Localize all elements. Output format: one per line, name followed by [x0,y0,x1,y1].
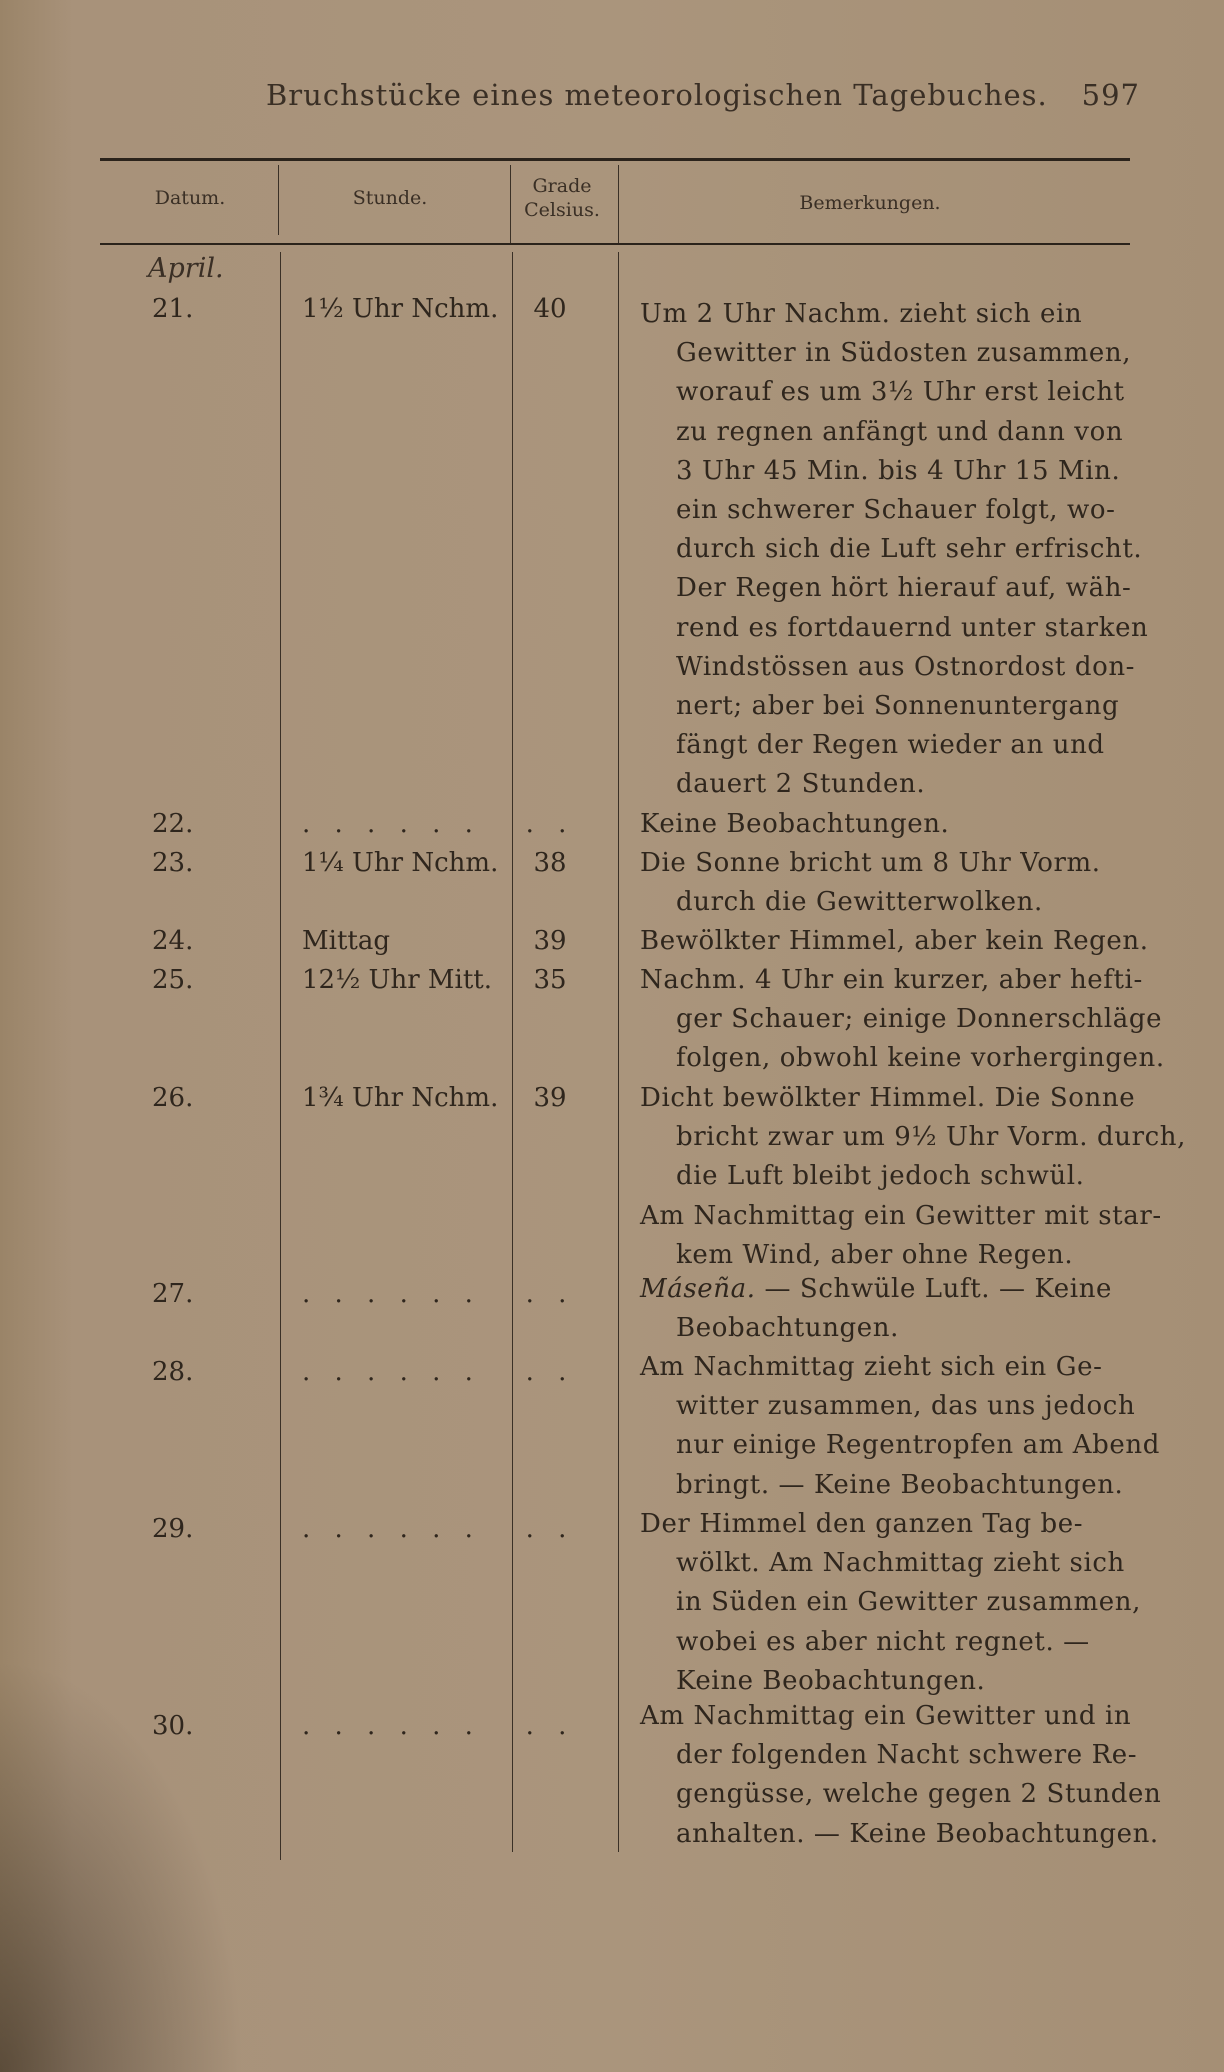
row-remarks [640,1079,1187,1275]
remark-line: Die Sonne bricht um 8 Uhr Vorm. [640,848,1101,878]
remark-line: dauert 2 Stunden. [676,769,926,800]
row-hour: . . . . . . [302,809,481,839]
row-grade: . . [525,1279,575,1309]
remark-line: durch die Gewitterwolken. [676,887,1043,918]
row-date: 29. [152,1514,194,1544]
row-date: 21. [152,294,194,324]
row-grade: . . [525,1357,575,1387]
running-head [100,78,1140,118]
row-remarks [640,805,1140,844]
row-hour: 1¾ Uhr Nchm. [302,1083,499,1113]
remark-line: die Luft bleibt jedoch schwül. [676,1161,1085,1192]
row-date: 30. [152,1711,194,1741]
remark-line: gengüsse, welche gegen 2 Stunden [676,1779,1162,1810]
row-remarks [640,1270,1140,1348]
remark-line: zu regnen anfängt und dann von [676,416,1124,447]
remark-line: Um 2 Uhr Nachm. zieht sich ein [640,299,1083,329]
table-top-rule [100,158,1130,161]
remark-line: Bewölkter Himmel, aber kein Regen. [640,926,1149,956]
row-remarks [640,1697,1162,1854]
page-number: 597 [1081,78,1140,112]
row-grade: 38 [533,848,567,878]
remark-text: — Schwüle Luft. — Keine [764,1274,1113,1304]
remark-line: Keine Beobachtungen. [676,1665,986,1696]
row-hour: . . . . . . [302,1711,481,1741]
column-divider [618,165,619,243]
remark-line: nert; aber bei Sonnenuntergang [676,691,1120,722]
column-header-date: Datum. [154,187,226,209]
column-header-hour: Stunde. [352,187,428,209]
remark-line: 3 Uhr 45 Min. bis 4 Uhr 15 Min. [676,455,1121,486]
remark-line: durch sich die Luft sehr erfrischt. [676,534,1143,565]
remark-line [640,1270,1140,1309]
column-header-remarks: Bemerkungen. [799,192,941,214]
remark-line: wobei es aber nicht regnet. — [676,1626,1090,1657]
row-remarks [640,1505,1140,1701]
row-hour: 1½ Uhr Nchm. [302,294,499,324]
remark-line: ger Schauer; einige Donnerschläge [676,1004,1163,1035]
remark-line: worauf es um 3½ Uhr erst leicht [676,377,1125,408]
row-date: 25. [152,965,194,995]
row-remarks [640,922,1149,961]
row-hour: 1¼ Uhr Nchm. [302,848,499,878]
remark-line: bringt. — Keine Beobachtungen. [676,1469,1124,1500]
column-divider [618,252,619,1852]
row-grade: . . [525,1711,575,1741]
column-header-grade [512,174,612,222]
place-name: Máseña. [640,1274,756,1304]
remark-line: bricht zwar um 9½ Uhr Vorm. durch, [676,1122,1187,1153]
row-date: 27. [152,1279,194,1309]
row-hour: 12½ Uhr Mitt. [302,965,492,995]
column-header-grade-line2: Celsius. [524,199,600,221]
remark-line: rend es fortdauernd unter starken [676,612,1149,643]
row-grade: . . [525,1514,575,1544]
remark-line: kem Wind, aber ohne Regen. [676,1239,1074,1270]
remark-line: Am Nachmittag zieht sich ein Ge- [640,1352,1103,1382]
row-hour: . . . . . . [302,1357,481,1387]
remark-line: Nachm. 4 Uhr ein kurzer, aber hefti- [640,965,1143,995]
remark-line: folgen, obwohl keine vorhergingen. [676,1043,1165,1074]
remark-line: Der Regen hört hierauf auf, wäh- [676,573,1132,604]
remark-line: fängt der Regen wieder an und [676,730,1105,761]
remark-line: ein schwerer Schauer folgt, wo- [676,495,1116,526]
remark-line: Gewitter in Südosten zusammen, [676,338,1132,369]
row-grade: 39 [533,926,567,956]
row-hour: Mittag [302,926,390,956]
remark-line: Dicht bewölkter Himmel. Die Sonne [640,1083,1136,1113]
row-remarks [640,961,1165,1079]
month-label: April. [148,253,224,284]
row-remarks [640,844,1140,922]
column-divider [278,165,279,235]
row-grade: 35 [533,965,567,995]
row-grade: 40 [533,294,567,324]
row-remarks [640,295,1149,805]
column-divider [280,252,281,1860]
row-grade: . . [525,809,575,839]
remark-line: Am Nachmittag ein Gewitter und in [640,1701,1132,1731]
remark-line: der folgenden Nacht schwere Re- [676,1740,1138,1771]
row-date: 28. [152,1357,194,1387]
remark-line: Windstössen aus Ostnordost don- [676,651,1136,682]
row-date: 26. [152,1083,194,1113]
remark-line: Keine Beobachtungen. [640,809,950,839]
row-date: 22. [152,809,194,839]
row-date: 24. [152,926,194,956]
table-header-rule [100,243,1130,245]
remark-line: in Süden ein Gewitter zusammen, [676,1587,1141,1618]
remark-line: Beobachtungen. [676,1313,899,1344]
running-title: Bruchstücke eines meteorologischen Tagebuches. [266,78,1048,112]
remark-line: nur einige Regentropfen am Abend [676,1430,1160,1461]
remark-line: anhalten. — Keine Beobachtungen. [676,1818,1159,1849]
row-hour: . . . . . . [302,1279,481,1309]
row-date: 23. [152,848,194,878]
remark-line: witter zusammen, das uns jedoch [676,1391,1136,1422]
remark-line: wölkt. Am Nachmittag zieht sich [676,1548,1125,1579]
row-remarks [640,1348,1160,1505]
remark-line: Am Nachmittag ein Gewitter mit star- [640,1200,1162,1231]
column-divider [512,252,513,1852]
column-header-grade-line1: Grade [532,175,592,197]
row-grade: 39 [533,1083,567,1113]
remark-line: Der Himmel den ganzen Tag be- [640,1509,1084,1539]
row-hour: . . . . . . [302,1514,481,1544]
column-divider [510,165,511,243]
